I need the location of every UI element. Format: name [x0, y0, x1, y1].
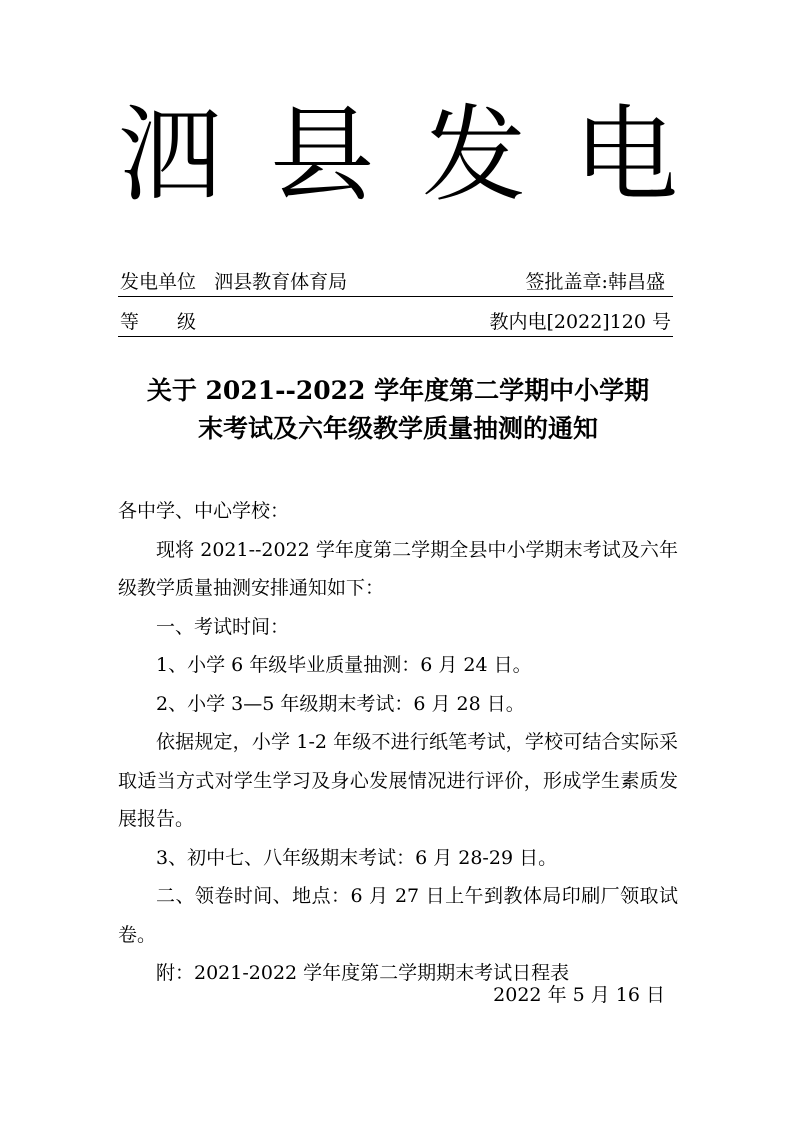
note-paragraph: 依据规定，小学 1-2 年级不进行纸笔考试，学校可结合实际采取适当方式对学生学习及身心发展情况进行评价，形成学生素质发展报告。 — [118, 731, 678, 830]
schedule-item: 2、小学 3—5 年级期末考试：6 月 28 日。 — [156, 692, 525, 715]
masthead-char: 电 — [573, 94, 678, 216]
signature-field — [526, 268, 671, 296]
document-number: 教内电[2022]120 号 — [489, 311, 671, 333]
notice-body — [118, 492, 678, 993]
notice-title — [118, 372, 678, 448]
salutation: 各中学、中心学校： — [118, 500, 290, 522]
section-heading: 一、考试时间： — [156, 615, 290, 638]
signature-value: 韩昌盛 — [607, 271, 665, 293]
schedule-item: 3、初中七、八年级期末考试：6 月 28-29 日。 — [156, 846, 558, 869]
sender-unit-value: 泗县教育体育局 — [214, 271, 348, 293]
sender-unit — [120, 268, 347, 296]
sender-row — [118, 268, 673, 297]
masthead-title — [118, 94, 678, 216]
intro-paragraph: 现将 2021--2022 学年度第二学期全县中小学期末考试及六年级教学质量抽测安排通知如下： — [118, 538, 678, 599]
level-row — [118, 308, 673, 337]
signature-label: 签批盖章: — [525, 271, 608, 293]
sender-unit-label: 发电单位 — [120, 271, 197, 293]
schedule-item: 1、小学 6 年级毕业质量抽测：6 月 24 日。 — [156, 654, 532, 676]
masthead-char: 县 — [269, 94, 374, 216]
notice-title-line: 关于 2021--2022 学年度第二学期中小学期 — [146, 376, 650, 405]
notice-title-line: 末考试及六年级教学质量抽测的通知 — [197, 414, 598, 443]
masthead-char: 泗 — [118, 94, 223, 216]
level-label: 等 级 — [120, 311, 197, 333]
attachment-line: 附：2021-2022 学年度第二学期期末考试日程表 — [156, 962, 570, 984]
issue-date: 2022 年 5 月 16 日 — [493, 984, 665, 1006]
masthead-char: 发 — [421, 94, 526, 216]
section-paragraph: 二、领卷时间、地点：6 月 27 日上午到教体局印刷厂领取试卷。 — [118, 885, 678, 946]
